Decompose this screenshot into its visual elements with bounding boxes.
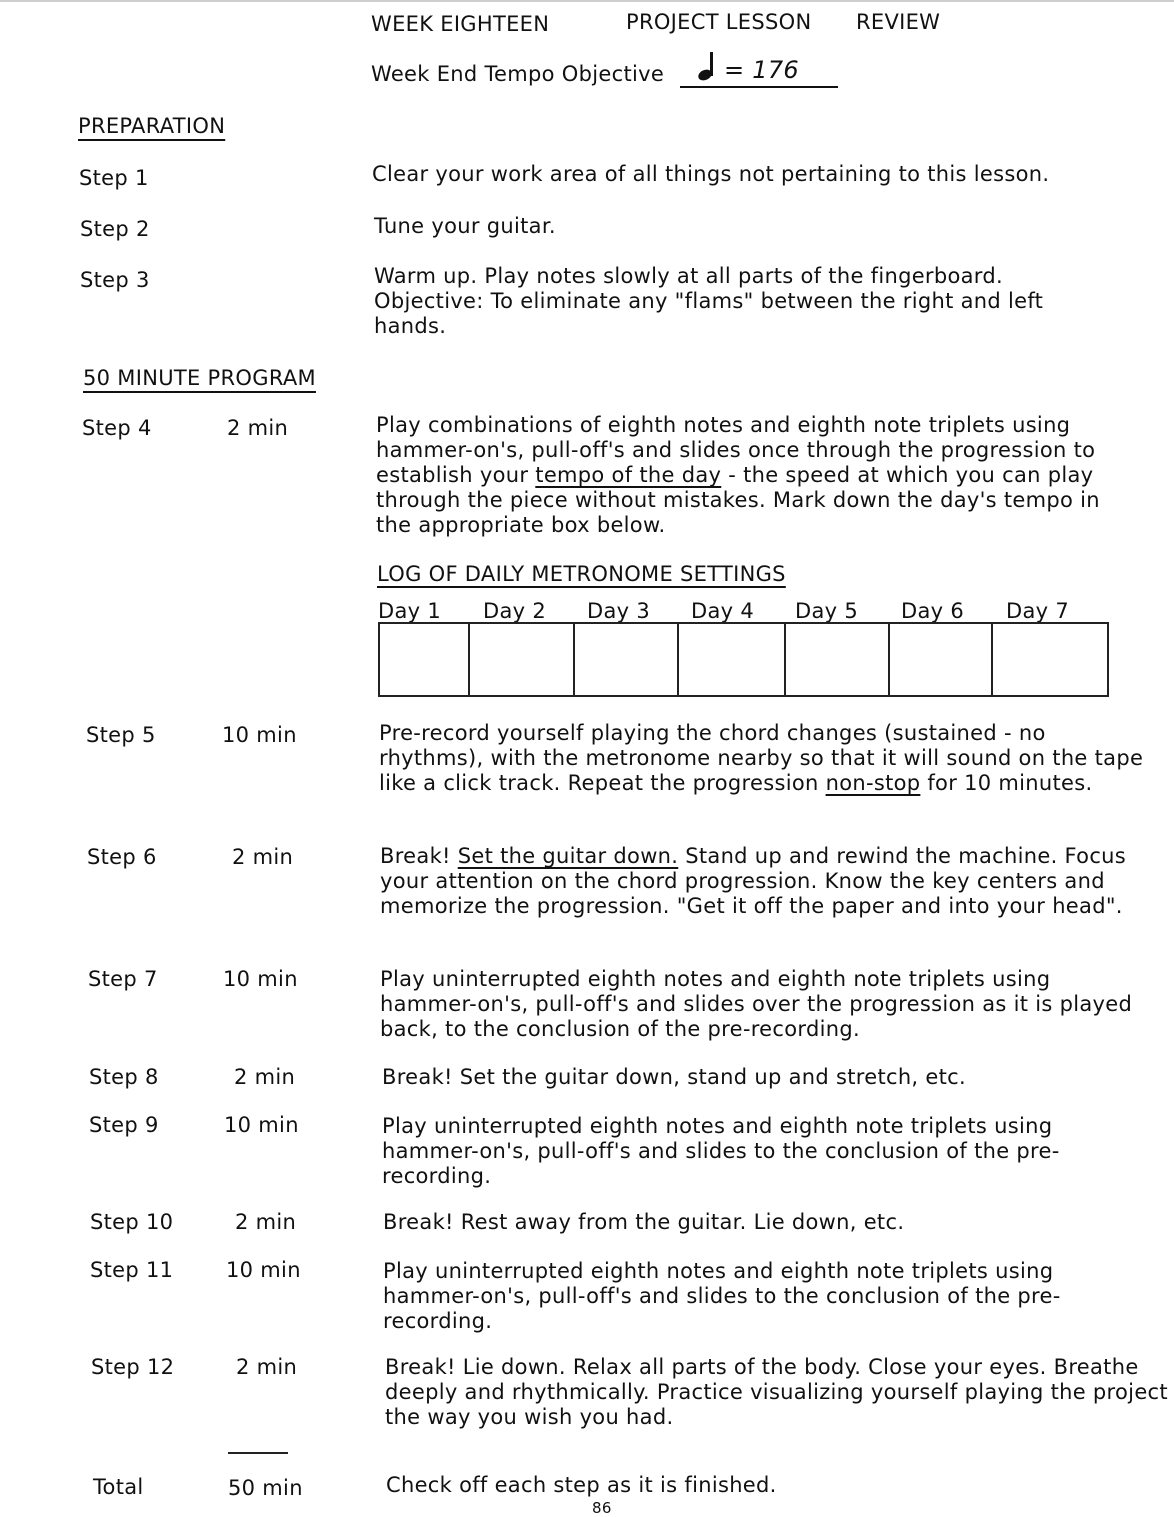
step-5-label: Step 5 [86,723,156,747]
step-3-text: Warm up. Play notes slowly at all parts of the fingerboard. Objective: To eliminate any "flams" between the right and left hands. [374,264,1044,338]
review-title: REVIEW [856,10,941,34]
step-7-time: 10 min [223,967,298,991]
quarter-note-icon [696,52,716,82]
step-8-text: Break! Set the guitar down, stand up and stretch, etc. [382,1065,966,1089]
step-5-time: 10 min [222,723,297,747]
log-box-day-3[interactable] [574,623,678,696]
step-1-text: Clear your work area of all things not pertaining to this lesson. [372,162,1050,186]
total-rule [228,1452,288,1454]
step-4-time: 2 min [227,416,289,440]
log-box-day-7[interactable] [992,623,1108,696]
log-box-day-2[interactable] [469,623,573,696]
metronome-log-table [378,622,1109,697]
step-11-label: Step 11 [90,1258,174,1282]
log-box-day-6[interactable] [889,623,991,696]
log-day-4: Day 4 [691,599,755,623]
step-8-time: 2 min [234,1065,296,1089]
step-8-label: Step 8 [89,1065,159,1089]
step-10-time: 2 min [235,1210,297,1234]
preparation-heading: PREPARATION [78,114,226,138]
step-11-text: Play uninterrupted eighth notes and eighth note triplets using hammer-on's, pull-off's and slides to the conclusion of the pre-recording. [383,1259,1061,1333]
tempo-objective-label: Week End Tempo Objective [371,62,665,86]
step-1-label: Step 1 [79,166,149,190]
step-6-time: 2 min [232,845,294,869]
step-2-label: Step 2 [80,217,150,241]
project-title: PROJECT LESSON [626,10,812,34]
log-day-1: Day 1 [378,599,442,623]
week-title: WEEK EIGHTEEN [371,12,550,36]
log-day-2: Day 2 [483,599,547,623]
step-10-text: Break! Rest away from the guitar. Lie down, etc. [383,1210,905,1234]
step-9-text: Play uninterrupted eighth notes and eighth note triplets using hammer-on's, pull-off's and slides to the conclusion of the pre-recording. [382,1114,1060,1188]
top-edge [0,0,1174,2]
tempo-of-the-day: tempo of the day [535,463,722,487]
step-9-time: 10 min [224,1113,299,1137]
step-4-label: Step 4 [82,416,152,440]
step-6-text: Break! Set the guitar down. Stand up and rewind the machine. Focus your attention on the chord progression. Know the key centers and memorize the progression. "Get it off the paper and into your head". [380,844,1127,918]
step-12-time: 2 min [236,1355,298,1379]
page-number: 86 [592,1499,612,1517]
log-heading: LOG OF DAILY METRONOME SETTINGS [377,562,786,586]
step-12-label: Step 12 [91,1355,175,1379]
step-3-label: Step 3 [80,268,150,292]
step-9-label: Step 9 [89,1113,159,1137]
log-box-day-5[interactable] [785,623,889,696]
log-day-5: Day 5 [795,599,859,623]
total-label: Total [93,1475,144,1499]
total-time: 50 min [228,1476,303,1500]
non-stop: non-stop [825,771,921,795]
step-11-time: 10 min [226,1258,301,1282]
step-10-label: Step 10 [90,1210,174,1234]
step-7-label: Step 7 [88,967,158,991]
log-box-day-4[interactable] [678,623,785,696]
tempo-underline [680,86,838,88]
step-6-label: Step 6 [87,845,157,869]
step-2-text: Tune your guitar. [374,214,556,238]
log-box-day-1[interactable] [379,623,469,696]
tempo-objective-value [696,52,799,83]
step-7-text: Play uninterrupted eighth notes and eighth note triplets using hammer-on's, pull-off's and slides over the progression as it is played back, to the conclusion of the pre-recording. [380,967,1133,1041]
step-4-text: Play combinations of eighth notes and eighth note triplets using hammer-on's, pull-off's and slides once through the progression to establish your tempo of the day - the speed at which you can play through the piece without mistakes. Mark down the day's tempo in the appropriate box below. [376,413,1100,537]
log-day-3: Day 3 [587,599,651,623]
set-guitar-down: Set the guitar down. [457,844,679,868]
step-12-text: Break! Lie down. Relax all parts of the body. Close your eyes. Breathe deeply and rhythmically. Practice visualizing yourself playing the project the way you wish you had. [385,1355,1168,1429]
total-text: Check off each step as it is finished. [386,1473,777,1497]
tempo-value-text: = 176 [723,56,799,84]
step-5-text: Pre-record yourself playing the chord changes (sustained - no rhythms), with the metronome nearby so that it will sound on the tape like a click track. Repeat the progression non-stop for 10 minutes. [379,721,1144,795]
program-heading: 50 MINUTE PROGRAM [83,366,316,390]
log-day-7: Day 7 [1006,599,1070,623]
log-day-6: Day 6 [901,599,965,623]
